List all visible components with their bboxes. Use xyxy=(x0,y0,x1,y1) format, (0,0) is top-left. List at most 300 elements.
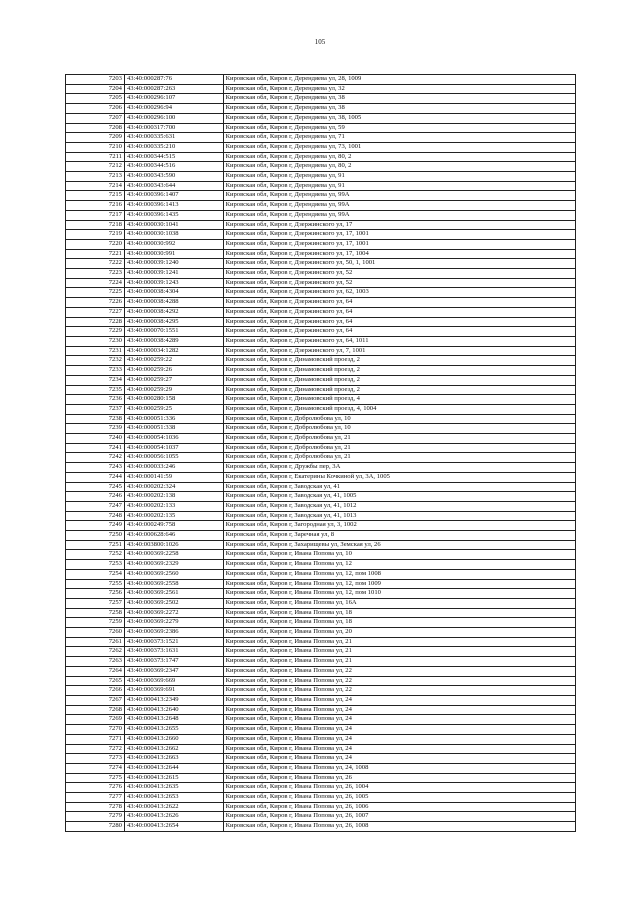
address-cell: Кировская обл, Киров г, Добролюбова ул, 10 xyxy=(223,414,575,424)
address-cell: Кировская обл, Киров г, Ивана Попова ул, 12, пом 1009 xyxy=(223,579,575,589)
table-row xyxy=(66,666,576,676)
row-number-cell: 7217 xyxy=(66,210,125,220)
address-cell: Кировская обл, Киров г, Ивана Попова ул, 18 xyxy=(223,618,575,628)
cadastral-number-cell: 43:40:000413:2663 xyxy=(124,754,223,764)
address-cell: Кировская обл, Киров г, Ивана Попова ул, 21 xyxy=(223,647,575,657)
address-cell: Кировская обл, Киров г, Ивана Попова ул, 24 xyxy=(223,696,575,706)
row-number-cell: 7232 xyxy=(66,356,125,366)
row-number-cell: 7245 xyxy=(66,482,125,492)
cadastral-number-cell: 43:40:000369:669 xyxy=(124,676,223,686)
cadastral-number-cell: 43:40:000413:2644 xyxy=(124,763,223,773)
row-number-cell: 7270 xyxy=(66,725,125,735)
cadastral-number-cell: 43:40:000396:1435 xyxy=(124,210,223,220)
row-number-cell: 7252 xyxy=(66,550,125,560)
row-number-cell: 7254 xyxy=(66,569,125,579)
table-row xyxy=(66,104,576,114)
table-row xyxy=(66,802,576,812)
row-number-cell: 7244 xyxy=(66,472,125,482)
address-cell: Кировская обл, Киров г, Ивана Попова ул, 22 xyxy=(223,686,575,696)
cadastral-number-cell: 43:40:000335:210 xyxy=(124,142,223,152)
row-number-cell: 7216 xyxy=(66,201,125,211)
address-cell: Кировская обл, Киров г, Ивана Попова ул, 12, пом 1010 xyxy=(223,589,575,599)
address-cell: Кировская обл, Киров г, Дерендяева ул, 80, 2 xyxy=(223,152,575,162)
table-row xyxy=(66,327,576,337)
table-row xyxy=(66,191,576,201)
address-cell: Кировская обл, Киров г, Ивана Попова ул, 24, 1008 xyxy=(223,763,575,773)
table-row xyxy=(66,259,576,269)
address-cell: Кировская обл, Киров г, Дерендяева ул, 38 xyxy=(223,94,575,104)
table-row xyxy=(66,598,576,608)
table-row xyxy=(66,501,576,511)
address-cell: Кировская обл, Киров г, Ивана Попова ул, 24 xyxy=(223,705,575,715)
address-cell: Кировская обл, Киров г, Ивана Попова ул, 22 xyxy=(223,676,575,686)
row-number-cell: 7272 xyxy=(66,744,125,754)
table-row xyxy=(66,647,576,657)
row-number-cell: 7220 xyxy=(66,239,125,249)
row-number-cell: 7230 xyxy=(66,336,125,346)
address-cell: Кировская обл, Киров г, Екатерины Кочкиной ул, 3А, 1005 xyxy=(223,472,575,482)
address-cell: Кировская обл, Киров г, Дзержинского ул, 52 xyxy=(223,278,575,288)
address-cell: Кировская обл, Киров г, Ивана Попова ул, 22 xyxy=(223,666,575,676)
cadastral-number-cell: 43:40:000287:76 xyxy=(124,75,223,85)
cadastral-number-cell: 43:40:000056:1055 xyxy=(124,453,223,463)
cadastral-number-cell: 43:40:000039:1243 xyxy=(124,278,223,288)
cadastral-number-cell: 43:40:000413:2655 xyxy=(124,725,223,735)
row-number-cell: 7238 xyxy=(66,414,125,424)
row-number-cell: 7229 xyxy=(66,327,125,337)
table-row xyxy=(66,94,576,104)
table-row xyxy=(66,540,576,550)
address-cell: Кировская обл, Киров г, Дружбы пер, 3А xyxy=(223,463,575,473)
row-number-cell: 7262 xyxy=(66,647,125,657)
cadastral-number-cell: 43:40:000413:2654 xyxy=(124,822,223,832)
table-row xyxy=(66,75,576,85)
row-number-cell: 7213 xyxy=(66,172,125,182)
table-row xyxy=(66,317,576,327)
table-row xyxy=(66,210,576,220)
table-row xyxy=(66,822,576,832)
table-row xyxy=(66,123,576,133)
table-row xyxy=(66,220,576,230)
cadastral-number-cell: 43:40:000039:1240 xyxy=(124,259,223,269)
address-cell: Кировская обл, Киров г, Ивана Попова ул, 21 xyxy=(223,657,575,667)
table-row xyxy=(66,754,576,764)
cadastral-number-cell: 43:40:000030:1041 xyxy=(124,220,223,230)
address-cell: Кировская обл, Киров г, Ивана Попова ул, 18 xyxy=(223,608,575,618)
address-cell: Кировская обл, Киров г, Дзержинского ул, 62, 1003 xyxy=(223,288,575,298)
row-number-cell: 7228 xyxy=(66,317,125,327)
table-row xyxy=(66,269,576,279)
row-number-cell: 7240 xyxy=(66,434,125,444)
row-number-cell: 7278 xyxy=(66,802,125,812)
row-number-cell: 7243 xyxy=(66,463,125,473)
row-number-cell: 7222 xyxy=(66,259,125,269)
row-number-cell: 7267 xyxy=(66,696,125,706)
table-row xyxy=(66,676,576,686)
table-row xyxy=(66,569,576,579)
table-row xyxy=(66,181,576,191)
table-row xyxy=(66,113,576,123)
address-cell: Кировская обл, Киров г, Динамовский проезд, 2 xyxy=(223,385,575,395)
cadastral-number-cell: 43:40:000054:1037 xyxy=(124,443,223,453)
table-row xyxy=(66,414,576,424)
row-number-cell: 7239 xyxy=(66,424,125,434)
cadastral-number-cell: 43:40:000054:1036 xyxy=(124,434,223,444)
row-number-cell: 7211 xyxy=(66,152,125,162)
table-row xyxy=(66,618,576,628)
address-cell: Кировская обл, Киров г, Дерендяева ул, 91 xyxy=(223,181,575,191)
row-number-cell: 7207 xyxy=(66,113,125,123)
table-row xyxy=(66,298,576,308)
row-number-cell: 7280 xyxy=(66,822,125,832)
table-row xyxy=(66,288,576,298)
row-number-cell: 7219 xyxy=(66,230,125,240)
cadastral-number-cell: 43:40:000344:515 xyxy=(124,152,223,162)
address-cell: Кировская обл, Киров г, Дерендяева ул, 28, 1009 xyxy=(223,75,575,85)
cadastral-number-cell: 43:40:000030:1038 xyxy=(124,230,223,240)
table-row xyxy=(66,133,576,143)
row-number-cell: 7223 xyxy=(66,269,125,279)
cadastral-number-cell: 43:40:000038:4304 xyxy=(124,288,223,298)
address-cell: Кировская обл, Киров г, Дерендяева ул, 71 xyxy=(223,133,575,143)
row-number-cell: 7212 xyxy=(66,162,125,172)
row-number-cell: 7277 xyxy=(66,793,125,803)
row-number-cell: 7253 xyxy=(66,560,125,570)
address-cell: Кировская обл, Киров г, Дзержинского ул, 17, 1004 xyxy=(223,249,575,259)
row-number-cell: 7257 xyxy=(66,598,125,608)
address-cell: Кировская обл, Киров г, Динамовский проезд, 4 xyxy=(223,395,575,405)
address-cell: Кировская обл, Киров г, Дзержинского ул, 64 xyxy=(223,298,575,308)
cadastral-number-cell: 43:40:000202:135 xyxy=(124,511,223,521)
table-row xyxy=(66,230,576,240)
row-number-cell: 7269 xyxy=(66,715,125,725)
address-cell: Кировская обл, Киров г, Добролюбова ул, 21 xyxy=(223,434,575,444)
table-row xyxy=(66,550,576,560)
row-number-cell: 7271 xyxy=(66,734,125,744)
cadastral-number-cell: 43:40:000030:991 xyxy=(124,249,223,259)
address-cell: Кировская обл, Киров г, Дзержинского ул, 7, 1001 xyxy=(223,346,575,356)
table-row xyxy=(66,385,576,395)
row-number-cell: 7248 xyxy=(66,511,125,521)
cadastral-number-cell: 43:40:000413:2648 xyxy=(124,715,223,725)
address-cell: Кировская обл, Киров г, Дзержинского ул, 50, 1, 1001 xyxy=(223,259,575,269)
address-cell: Кировская обл, Киров г, Динамовский проезд, 2 xyxy=(223,375,575,385)
address-cell: Кировская обл, Киров г, Ивана Попова ул, 24 xyxy=(223,744,575,754)
address-cell: Кировская обл, Киров г, Дерендяева ул, 38 xyxy=(223,104,575,114)
cadastral-number-cell: 43:40:000396:1413 xyxy=(124,201,223,211)
page-number: 105 xyxy=(314,38,326,46)
row-number-cell: 7247 xyxy=(66,501,125,511)
table-row xyxy=(66,560,576,570)
row-number-cell: 7258 xyxy=(66,608,125,618)
cadastral-number-cell: 43:40:000296:94 xyxy=(124,104,223,114)
table-row xyxy=(66,84,576,94)
cadastral-number-cell: 43:40:000033:246 xyxy=(124,463,223,473)
row-number-cell: 7237 xyxy=(66,404,125,414)
cadastral-number-cell: 43:40:000396:1407 xyxy=(124,191,223,201)
address-cell: Кировская обл, Киров г, Ивана Попова ул, 24 xyxy=(223,734,575,744)
cadastral-number-cell: 43:40:000141:59 xyxy=(124,472,223,482)
address-cell: Кировская обл, Киров г, Дзержинского ул, 52 xyxy=(223,269,575,279)
table-row xyxy=(66,763,576,773)
row-number-cell: 7227 xyxy=(66,307,125,317)
address-cell: Кировская обл, Киров г, Добролюбова ул, 21 xyxy=(223,453,575,463)
cadastral-number-cell: 43:40:000259:25 xyxy=(124,404,223,414)
address-cell: Кировская обл, Киров г, Дзержинского ул, 64 xyxy=(223,317,575,327)
row-number-cell: 7225 xyxy=(66,288,125,298)
row-number-cell: 7206 xyxy=(66,104,125,114)
cadastral-number-cell: 43:40:000202:138 xyxy=(124,492,223,502)
row-number-cell: 7235 xyxy=(66,385,125,395)
address-cell: Кировская обл, Киров г, Заречная ул, 8 xyxy=(223,531,575,541)
address-cell: Кировская обл, Киров г, Захарищевы ул, Земская ул, 26 xyxy=(223,540,575,550)
cadastral-number-cell: 43:40:000413:2640 xyxy=(124,705,223,715)
row-number-cell: 7279 xyxy=(66,812,125,822)
address-cell: Кировская обл, Киров г, Ивана Попова ул, 26, 1007 xyxy=(223,812,575,822)
cadastral-number-cell: 43:40:000280:158 xyxy=(124,395,223,405)
row-number-cell: 7261 xyxy=(66,637,125,647)
address-cell: Кировская обл, Киров г, Дерендяева ул, 80, 2 xyxy=(223,162,575,172)
cadastral-number-cell: 43:40:000413:2626 xyxy=(124,812,223,822)
table-row xyxy=(66,696,576,706)
registry-body xyxy=(66,75,576,832)
table-row xyxy=(66,637,576,647)
cadastral-number-cell: 43:40:000369:2258 xyxy=(124,550,223,560)
cadastral-number-cell: 43:40:000369:2560 xyxy=(124,569,223,579)
cadastral-number-cell: 43:40:000038:4295 xyxy=(124,317,223,327)
address-cell: Кировская обл, Киров г, Ивана Попова ул, 26, 1004 xyxy=(223,783,575,793)
row-number-cell: 7224 xyxy=(66,278,125,288)
cadastral-number-cell: 43:40:000259:29 xyxy=(124,385,223,395)
address-cell: Кировская обл, Киров г, Ивана Попова ул, 26, 1008 xyxy=(223,822,575,832)
row-number-cell: 7204 xyxy=(66,84,125,94)
table-row xyxy=(66,472,576,482)
address-cell: Кировская обл, Киров г, Добролюбова ул, 21 xyxy=(223,443,575,453)
cadastral-number-cell: 43:40:000413:2635 xyxy=(124,783,223,793)
cadastral-number-cell: 43:40:000202:324 xyxy=(124,482,223,492)
table-row xyxy=(66,705,576,715)
address-cell: Кировская обл, Киров г, Ивана Попова ул, 20 xyxy=(223,628,575,638)
cadastral-number-cell: 43:40:000287:263 xyxy=(124,84,223,94)
address-cell: Кировская обл, Киров г, Дзержинского ул, 64, 1011 xyxy=(223,336,575,346)
table-row xyxy=(66,162,576,172)
address-cell: Кировская обл, Киров г, Динамовский проезд, 4, 1004 xyxy=(223,404,575,414)
table-row xyxy=(66,239,576,249)
row-number-cell: 7234 xyxy=(66,375,125,385)
table-row xyxy=(66,278,576,288)
cadastral-number-cell: 43:40:000373:1747 xyxy=(124,657,223,667)
row-number-cell: 7236 xyxy=(66,395,125,405)
address-cell: Кировская обл, Киров г, Динамовский проезд, 2 xyxy=(223,366,575,376)
row-number-cell: 7205 xyxy=(66,94,125,104)
row-number-cell: 7266 xyxy=(66,686,125,696)
address-cell: Кировская обл, Киров г, Дзержинского ул, 17, 1001 xyxy=(223,239,575,249)
cadastral-number-cell: 43:40:000202:133 xyxy=(124,501,223,511)
address-cell: Кировская обл, Киров г, Ивана Попова ул, 26, 1006 xyxy=(223,802,575,812)
address-cell: Кировская обл, Киров г, Ивана Попова ул, 24 xyxy=(223,715,575,725)
row-number-cell: 7255 xyxy=(66,579,125,589)
cadastral-number-cell: 43:40:000413:2653 xyxy=(124,793,223,803)
row-number-cell: 7231 xyxy=(66,346,125,356)
cadastral-number-cell: 43:40:000296:100 xyxy=(124,113,223,123)
address-cell: Кировская обл, Киров г, Ивана Попова ул, 12, пом 1008 xyxy=(223,569,575,579)
table-row xyxy=(66,375,576,385)
cadastral-number-cell: 43:40:000369:2386 xyxy=(124,628,223,638)
cadastral-number-cell: 43:40:000413:2662 xyxy=(124,744,223,754)
cadastral-number-cell: 43:40:000369:2279 xyxy=(124,618,223,628)
table-row xyxy=(66,434,576,444)
cadastral-number-cell: 43:40:000296:107 xyxy=(124,94,223,104)
address-cell: Кировская обл, Киров г, Дзержинского ул, 64 xyxy=(223,327,575,337)
cadastral-number-cell: 43:40:000038:4292 xyxy=(124,307,223,317)
table-row xyxy=(66,715,576,725)
cadastral-number-cell: 43:40:000413:2660 xyxy=(124,734,223,744)
row-number-cell: 7246 xyxy=(66,492,125,502)
cadastral-number-cell: 43:40:000030:992 xyxy=(124,239,223,249)
cadastral-number-cell: 43:40:000051:336 xyxy=(124,414,223,424)
cadastral-number-cell: 43:40:000249:758 xyxy=(124,521,223,531)
table-row xyxy=(66,521,576,531)
table-row xyxy=(66,725,576,735)
address-cell: Кировская обл, Киров г, Добролюбова ул, 10 xyxy=(223,424,575,434)
address-cell: Кировская обл, Киров г, Заводская ул, 41, 1012 xyxy=(223,501,575,511)
cadastral-number-cell: 43:40:000259:27 xyxy=(124,375,223,385)
row-number-cell: 7251 xyxy=(66,540,125,550)
row-number-cell: 7208 xyxy=(66,123,125,133)
row-number-cell: 7276 xyxy=(66,783,125,793)
row-number-cell: 7221 xyxy=(66,249,125,259)
address-cell: Кировская обл, Киров г, Дзержинского ул, 17 xyxy=(223,220,575,230)
cadastral-number-cell: 43:40:000038:4288 xyxy=(124,298,223,308)
cadastral-number-cell: 43:40:000317:700 xyxy=(124,123,223,133)
table-row xyxy=(66,336,576,346)
cadastral-number-cell: 43:40:000344:516 xyxy=(124,162,223,172)
row-number-cell: 7274 xyxy=(66,763,125,773)
address-cell: Кировская обл, Киров г, Динамовский проезд, 2 xyxy=(223,356,575,366)
table-row xyxy=(66,628,576,638)
row-number-cell: 7209 xyxy=(66,133,125,143)
address-cell: Кировская обл, Киров г, Заводская ул, 41, 1013 xyxy=(223,511,575,521)
address-cell: Кировская обл, Киров г, Дерендяева ул, 32 xyxy=(223,84,575,94)
table-row xyxy=(66,443,576,453)
table-row xyxy=(66,307,576,317)
table-row xyxy=(66,404,576,414)
address-cell: Кировская обл, Киров г, Дерендяева ул, 38, 1005 xyxy=(223,113,575,123)
table-row xyxy=(66,142,576,152)
row-number-cell: 7263 xyxy=(66,657,125,667)
table-row xyxy=(66,366,576,376)
row-number-cell: 7214 xyxy=(66,181,125,191)
row-number-cell: 7233 xyxy=(66,366,125,376)
table-row xyxy=(66,492,576,502)
table-row xyxy=(66,531,576,541)
row-number-cell: 7249 xyxy=(66,521,125,531)
table-row xyxy=(66,201,576,211)
table-row xyxy=(66,395,576,405)
row-number-cell: 7264 xyxy=(66,666,125,676)
cadastral-number-cell: 43:40:000343:644 xyxy=(124,181,223,191)
row-number-cell: 7215 xyxy=(66,191,125,201)
table-row xyxy=(66,812,576,822)
cadastral-number-cell: 43:40:000034:1282 xyxy=(124,346,223,356)
address-cell: Кировская обл, Киров г, Загородная ул, 3, 1002 xyxy=(223,521,575,531)
cadastral-number-cell: 43:40:000259:22 xyxy=(124,356,223,366)
row-number-cell: 7226 xyxy=(66,298,125,308)
table-row xyxy=(66,608,576,618)
address-cell: Кировская обл, Киров г, Ивана Попова ул, 21 xyxy=(223,637,575,647)
table-row xyxy=(66,511,576,521)
table-row xyxy=(66,424,576,434)
cadastral-number-cell: 43:40:000369:2561 xyxy=(124,589,223,599)
row-number-cell: 7275 xyxy=(66,773,125,783)
row-number-cell: 7259 xyxy=(66,618,125,628)
cadastral-number-cell: 43:40:000038:4289 xyxy=(124,336,223,346)
row-number-cell: 7250 xyxy=(66,531,125,541)
address-cell: Кировская обл, Киров г, Дзержинского ул, 64 xyxy=(223,307,575,317)
cadastral-number-cell: 43:40:000369:2272 xyxy=(124,608,223,618)
table-row xyxy=(66,657,576,667)
cadastral-number-cell: 43:40:000413:2622 xyxy=(124,802,223,812)
row-number-cell: 7273 xyxy=(66,754,125,764)
address-cell: Кировская обл, Киров г, Ивана Попова ул, 24 xyxy=(223,754,575,764)
cadastral-number-cell: 43:40:000039:1241 xyxy=(124,269,223,279)
table-row xyxy=(66,773,576,783)
cadastral-number-cell: 43:40:000259:26 xyxy=(124,366,223,376)
table-row xyxy=(66,346,576,356)
cadastral-number-cell: 43:40:000369:2347 xyxy=(124,666,223,676)
address-cell: Кировская обл, Киров г, Заводская ул, 41, 1005 xyxy=(223,492,575,502)
table-row xyxy=(66,793,576,803)
registry-table xyxy=(65,74,576,832)
cadastral-number-cell: 43:40:000413:2615 xyxy=(124,773,223,783)
table-row xyxy=(66,589,576,599)
cadastral-number-cell: 43:40:000413:2349 xyxy=(124,696,223,706)
address-cell: Кировская обл, Киров г, Ивана Попова ул, 10 xyxy=(223,550,575,560)
row-number-cell: 7265 xyxy=(66,676,125,686)
address-cell: Кировская обл, Киров г, Дерендяева ул, 59 xyxy=(223,123,575,133)
cadastral-number-cell: 43:40:000070:1551 xyxy=(124,327,223,337)
address-cell: Кировская обл, Киров г, Дерендяева ул, 99А xyxy=(223,191,575,201)
cadastral-number-cell: 43:40:000628:646 xyxy=(124,531,223,541)
table-row xyxy=(66,249,576,259)
table-row xyxy=(66,744,576,754)
address-cell: Кировская обл, Киров г, Ивана Попова ул, 26 xyxy=(223,773,575,783)
address-cell: Кировская обл, Киров г, Ивана Попова ул, 16А xyxy=(223,598,575,608)
table-row xyxy=(66,686,576,696)
cadastral-number-cell: 43:40:000343:590 xyxy=(124,172,223,182)
address-cell: Кировская обл, Киров г, Дерендяева ул, 73, 1001 xyxy=(223,142,575,152)
cadastral-number-cell: 43:40:000369:691 xyxy=(124,686,223,696)
address-cell: Кировская обл, Киров г, Ивана Попова ул, 26, 1005 xyxy=(223,793,575,803)
row-number-cell: 7242 xyxy=(66,453,125,463)
table-row xyxy=(66,453,576,463)
cadastral-number-cell: 43:40:000373:1521 xyxy=(124,637,223,647)
table-row xyxy=(66,356,576,366)
row-number-cell: 7256 xyxy=(66,589,125,599)
row-number-cell: 7210 xyxy=(66,142,125,152)
row-number-cell: 7260 xyxy=(66,628,125,638)
address-cell: Кировская обл, Киров г, Дерендяева ул, 99А xyxy=(223,210,575,220)
cadastral-number-cell: 43:40:003800:1026 xyxy=(124,540,223,550)
row-number-cell: 7218 xyxy=(66,220,125,230)
cadastral-number-cell: 43:40:000051:338 xyxy=(124,424,223,434)
cadastral-number-cell: 43:40:000369:2329 xyxy=(124,560,223,570)
cadastral-number-cell: 43:40:000373:1631 xyxy=(124,647,223,657)
row-number-cell: 7203 xyxy=(66,75,125,85)
row-number-cell: 7241 xyxy=(66,443,125,453)
cadastral-number-cell: 43:40:000335:631 xyxy=(124,133,223,143)
address-cell: Кировская обл, Киров г, Дерендяева ул, 91 xyxy=(223,172,575,182)
